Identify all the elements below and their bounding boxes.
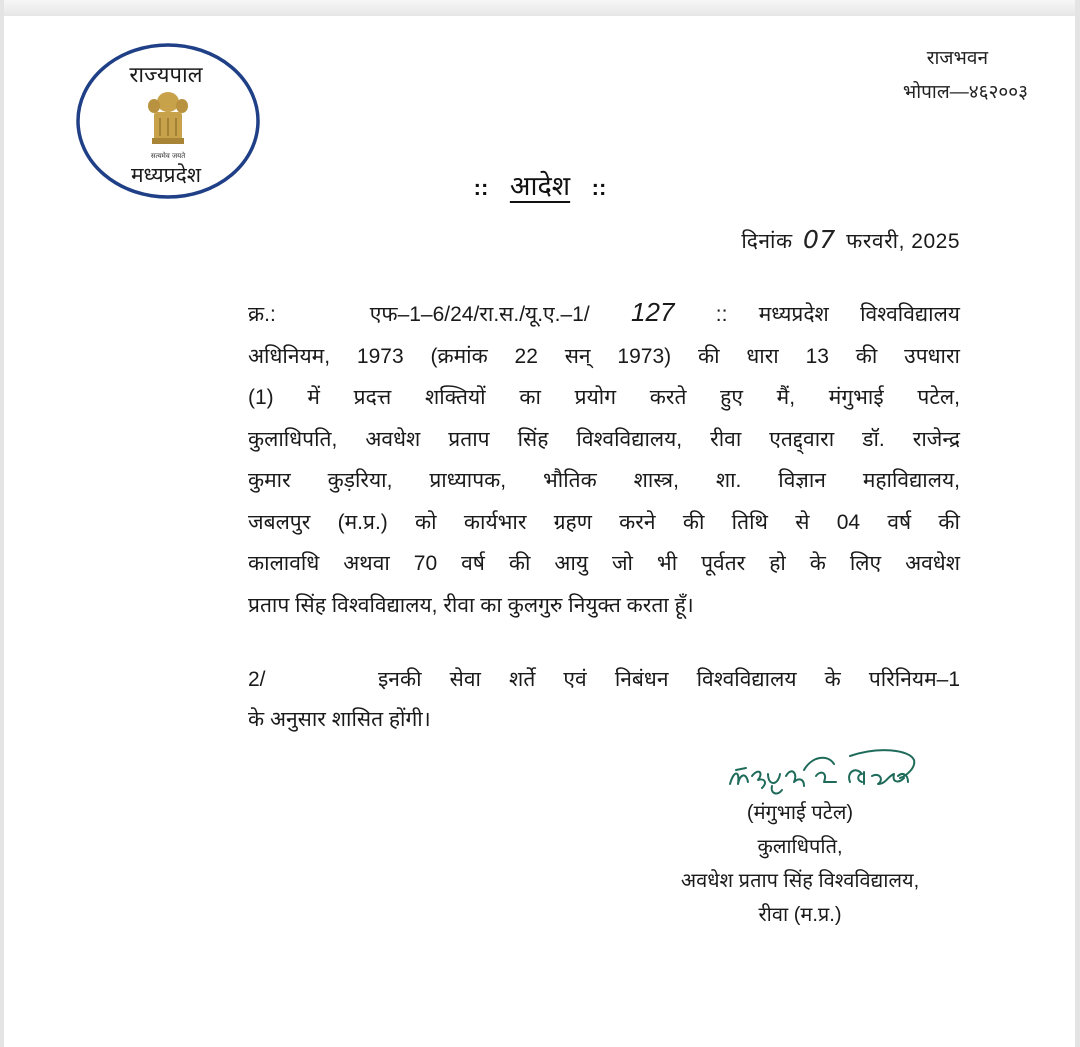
viewer-top-edge	[0, 0, 1080, 16]
order-body	[248, 292, 960, 626]
body-line	[248, 292, 960, 336]
national-emblem-icon	[148, 92, 188, 144]
paragraph-2	[248, 660, 960, 740]
body-line: कुमार कुड़रिया, प्राध्यापक, भौतिक शास्त्र, शा. विज्ञान महाविद्यालय,	[248, 469, 960, 492]
signatory-designation: कुलाधिपति,	[757, 836, 843, 858]
title-ornament-right: ::	[591, 175, 607, 200]
seal-top-text: राज्यपाल	[129, 63, 203, 88]
body-line: प्रताप सिंह विश्वविद्यालय, रीवा का कुलगुरु नियुक्त करता हूँ।	[248, 593, 694, 617]
signatory-place: रीवा (म.प्र.)	[758, 904, 842, 926]
ref-code: एफ–1–6/24/रा.स./यू.ए.–1/	[369, 303, 590, 326]
title-ornament-left: ::	[473, 175, 489, 200]
viewer-right-edge	[1075, 0, 1080, 1047]
body-line: अधिनियम, 1973 (क्रमांक 22 सन् 1973) की धारा 13 की उपधारा	[248, 344, 960, 368]
date-day-handwritten: 07	[802, 225, 836, 254]
body-line: (1) में प्रदत्त शक्तियों का प्रयोग करते हुए मैं, मंगुभाई पटेल,	[248, 386, 960, 409]
signature-graphic	[722, 746, 952, 802]
order-date	[741, 225, 960, 255]
seal-motto: सत्यमेव जयते	[150, 152, 186, 160]
body-line-text: :: मध्यप्रदेश विश्वविद्यालय	[715, 303, 960, 326]
office-address	[903, 42, 1028, 110]
ref-number-handwritten: 127	[631, 297, 675, 327]
signatory-block	[620, 796, 980, 932]
office-name: राजभवन	[926, 48, 988, 69]
body-line: कालावधि अथवा 70 वर्ष की आयु जो भी पूर्वतर हो के लिए अवधेश	[248, 552, 960, 575]
date-label: दिनांक	[741, 230, 793, 253]
seal-bottom-text: मध्यप्रदेश	[130, 163, 202, 187]
body-line: कुलाधिपति, अवधेश प्रताप सिंह विश्वविद्यालय, रीवा एतद्द्वारा डॉ. राजेन्द्र	[248, 427, 960, 451]
signatory-university: अवधेश प्रताप सिंह विश्वविद्यालय,	[680, 870, 920, 892]
paragraph-number: 2/	[248, 668, 266, 691]
signatory-name: (मंगुभाई पटेल)	[746, 802, 854, 824]
handwritten-signature	[722, 746, 952, 802]
paragraph-2-line-1: इनकी सेवा शर्ते एवं निबंधन विश्वविद्यालय के परिनियम–1	[378, 668, 960, 691]
office-city-pin: भोपाल—४६२००३	[902, 82, 1028, 103]
body-line: जबलपुर (म.प्र.) को कार्यभार ग्रहण करने की तिथि से 04 वर्ष की	[248, 510, 960, 534]
date-month-year: फरवरी, 2025	[846, 230, 960, 253]
order-title-text: आदेश	[509, 171, 571, 201]
ref-prefix: क्र.:	[248, 303, 276, 326]
paragraph-2-line-2: के अनुसार शासित होंगी।	[248, 708, 431, 731]
order-title	[0, 166, 1080, 203]
